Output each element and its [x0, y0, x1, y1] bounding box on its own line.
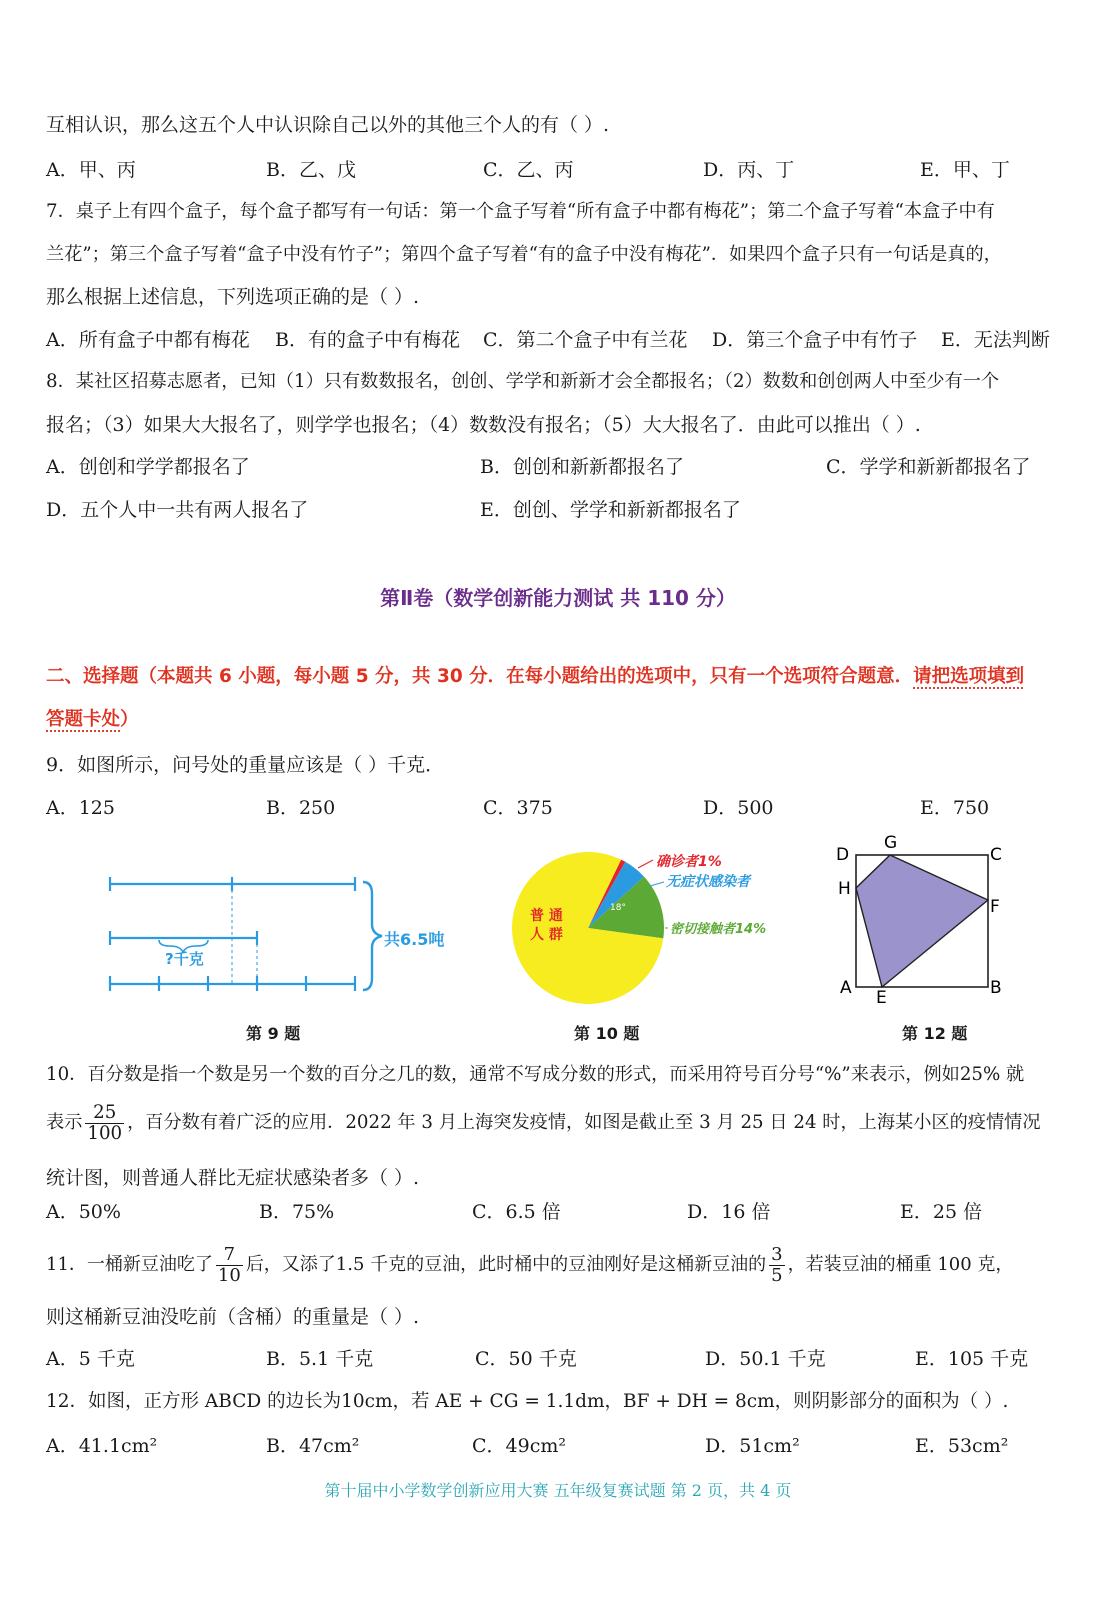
q10-frac-den: 100	[87, 1122, 123, 1144]
q11-option-d: D．50.1 千克	[705, 1348, 826, 1370]
q10-line2	[46, 1100, 1041, 1146]
q7-option-c: C．第二个盒子中有兰花	[483, 329, 688, 351]
pie-label-asymptomatic: 无症状感染者	[666, 874, 750, 890]
q11-option-e: E．105 千克	[915, 1348, 1029, 1370]
q11-fraction-2	[769, 1245, 784, 1286]
q12-option-d: D．51cm²	[705, 1435, 800, 1457]
q10-line2-pre: 表示	[46, 1112, 83, 1133]
pie-label-common-1: 普 通	[530, 908, 563, 924]
q8-option-a: A．创创和学学都报名了	[46, 456, 250, 478]
q10-option-b: B．75%	[259, 1201, 335, 1223]
q6-option-a: A．甲、丙	[46, 159, 136, 181]
q12-option-b: B．47cm²	[266, 1435, 360, 1457]
q9-option-e: E．750	[920, 797, 990, 819]
q12-option-e: E．53cm²	[915, 1435, 1009, 1457]
q8-option-b: B．创创和新新都报名了	[480, 456, 684, 478]
label-a: A	[840, 978, 852, 998]
q11-f1-num: 7	[216, 1245, 243, 1266]
pie-label-contact: 密切接触者14%	[670, 922, 767, 937]
label-e: E	[876, 988, 887, 1008]
q12-option-a: A．41.1cm²	[46, 1435, 158, 1457]
pie-angle-annotation: 18°	[610, 903, 626, 913]
q7-line3: 那么根据上述信息，下列选项正确的是（ ）.	[46, 286, 420, 308]
pie-label-confirmed: 确诊者1%	[656, 854, 722, 870]
q7-option-a: A．所有盒子中都有梅花	[46, 329, 250, 351]
q7-line2: 兰花”；第三个盒子写着“盒子中没有竹子”；第四个盒子写着“有的盒子中没有梅花”．如果四个盒子只有一句话是真的，	[46, 244, 1002, 265]
label-b: B	[990, 978, 1002, 998]
q11-fraction-1	[216, 1245, 243, 1286]
q6-option-d: D．丙、丁	[703, 159, 795, 181]
part2-heading-close: ）	[120, 709, 139, 730]
part2-heading-emphasis2: 答题卡处	[46, 709, 121, 730]
q10-fraction	[85, 1103, 124, 1144]
q6-option-c: C．乙、丙	[483, 159, 574, 181]
q12-figure	[830, 830, 1030, 1015]
q6-stem-end: 互相认识，那么这五个人中认识除自己以外的其他三个人的有（ ）.	[46, 114, 610, 136]
q10-option-c: C．6.5 倍	[472, 1201, 561, 1223]
q10-caption: 第 10 题	[574, 1024, 640, 1043]
q9-option-a: A．125	[46, 797, 115, 819]
q8-line1: 8．某社区招募志愿者，已知（1）只有数数报名，创创、学学和新新才会全都报名；（2）数数和创创两人中至少有一个	[46, 371, 1000, 392]
q10-line3: 统计图，则普通人群比无症状感染者多（ ）.	[46, 1167, 420, 1189]
q8-option-d: D．五个人中一共有两人报名了	[46, 499, 309, 521]
label-g: G	[884, 833, 898, 853]
q7-line1: 7．桌子上有四个盒子，每个盒子都写有一句话：第一个盒子写着“所有盒子中都有梅花”；第二个盒子写着“本盒子中有	[46, 201, 995, 222]
q10-option-a: A．50%	[46, 1201, 121, 1223]
q11-option-c: C．50 千克	[475, 1348, 577, 1370]
q11-f1-den: 10	[217, 1264, 241, 1286]
part2-heading-line2	[46, 708, 139, 732]
q11-line2: 则这桶新豆油没吃前（含桶）的重量是（ ）.	[46, 1306, 420, 1328]
part2-heading-main: 二、选择题（本题共 6 小题，每小题 5 分，共 30 分．在每小题给出的选项中，只有一个选项符合题意．	[46, 666, 914, 687]
q11-pre: 11．一桶新豆油吃了	[46, 1254, 213, 1275]
label-h: H	[838, 879, 851, 899]
label-c: C	[990, 845, 1002, 865]
q7-option-d: D．第三个盒子中有竹子	[712, 329, 918, 351]
q9-option-c: C．375	[483, 797, 553, 819]
q7-option-e: E．无法判断	[941, 329, 1050, 351]
label-d: D	[836, 845, 850, 865]
q11-line1	[46, 1240, 1013, 1290]
part2-heading-emphasis: 请把选项填到	[913, 666, 1025, 687]
q10-line2-post: ，百分数有着广泛的应用．2022 年 3 月上海突发疫情，如图是截止至 3 月 25 日 24 时，上海某小区的疫情情况	[127, 1112, 1041, 1133]
q9-caption: 第 9 题	[246, 1024, 301, 1043]
q11-post: ，若装豆油的桶重 100 克，	[787, 1254, 1014, 1275]
q8-line2: 报名；（3）如果大大报名了，则学学也报名；（4）数数没有报名；（5）大大报名了．由此可以推出（ ）.	[46, 414, 921, 436]
q9-unknown-label: ?千克	[165, 950, 204, 968]
q11-f2-den: 5	[771, 1264, 783, 1286]
q8-option-e: E．创创、学学和新新都报名了	[480, 499, 741, 521]
q11-option-b: B．5.1 千克	[266, 1348, 374, 1370]
q11-option-a: A．5 千克	[46, 1348, 135, 1370]
q9-total-brace	[363, 882, 382, 990]
q7-option-b: B．有的盒子中有梅花	[275, 329, 460, 351]
q8-option-c: C．学学和新新都报名了	[826, 456, 1031, 478]
q10-pie-chart	[500, 840, 810, 1010]
q11-mid: 后，又添了1.5 千克的豆油，此时桶中的豆油刚好是这桶新豆油的	[245, 1254, 767, 1275]
q10-option-e: E．25 倍	[900, 1201, 983, 1223]
part2-heading	[46, 665, 1024, 689]
q6-option-b: B．乙、戊	[266, 159, 356, 181]
q9-stem: 9．如图所示，问号处的重量应该是（ ）千克．	[46, 754, 445, 776]
page-footer: 第十届中小学数学创新应用大赛 五年级复赛试题 第 2 页，共 4 页	[324, 1481, 792, 1500]
q9-option-d: D．500	[703, 797, 774, 819]
shaded-quadrilateral	[856, 855, 988, 987]
q6-option-e: E．甲、丁	[920, 159, 1010, 181]
pie-label-common-2: 人 群	[530, 927, 563, 943]
section2-title: 第Ⅱ卷（数学创新能力测试 共 110 分）	[380, 586, 736, 610]
q11-f2-num: 3	[771, 1243, 783, 1265]
q10-option-d: D．16 倍	[687, 1201, 771, 1223]
q12-option-c: C．49cm²	[472, 1435, 566, 1457]
q10-frac-num: 25	[85, 1103, 124, 1124]
q9-total-label: 共6.5吨	[384, 930, 445, 949]
label-f: F	[990, 897, 1000, 917]
q9-option-b: B．250	[266, 797, 336, 819]
q12-caption: 第 12 题	[902, 1024, 968, 1043]
q10-line1: 10．百分数是指一个数是另一个数的百分之几的数，通常不写成分数的形式，而采用符号百分号“%”来表示，例如25% 就	[46, 1064, 1025, 1085]
q12-stem: 12．如图，正方形 ABCD 的边长为10cm，若 AE + CG = 1.1dm，BF + DH = 8cm，则阴影部分的面积为（ ）.	[46, 1391, 1009, 1412]
